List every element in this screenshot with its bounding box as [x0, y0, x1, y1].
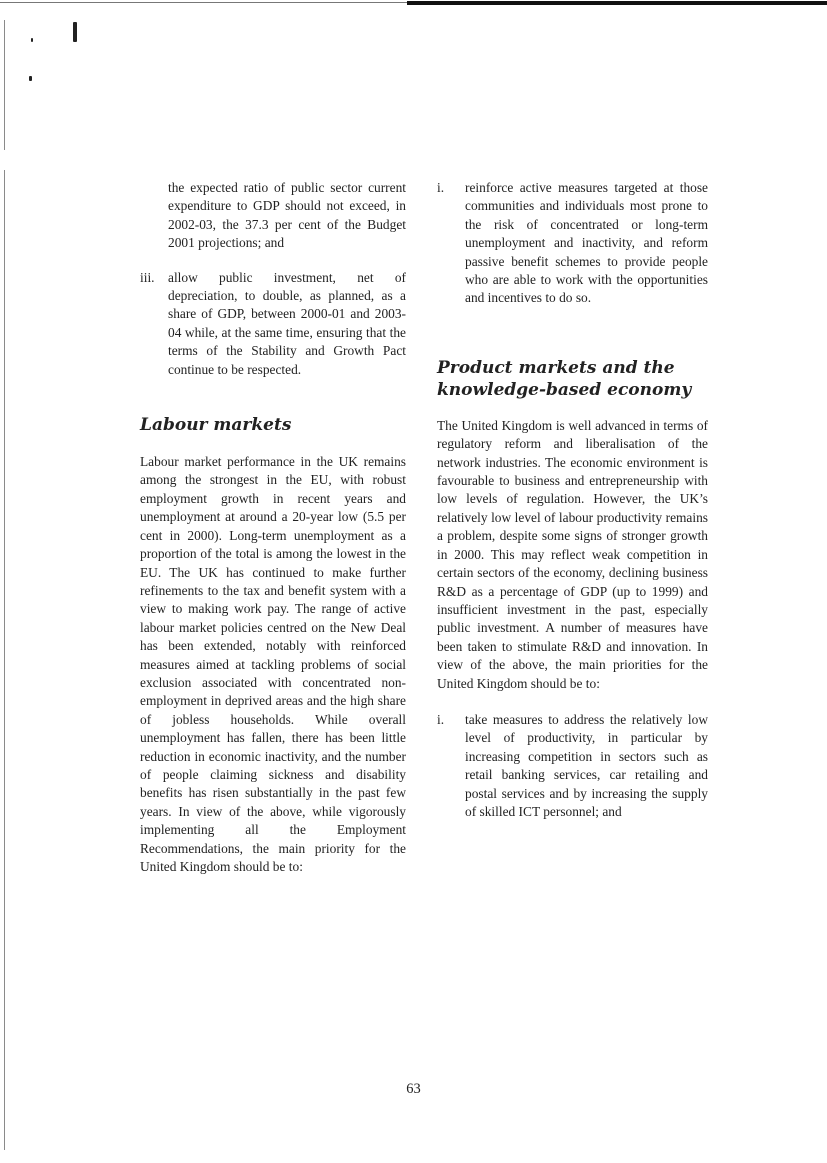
list-item-i [437, 711, 708, 821]
list-item-iii [140, 269, 406, 379]
section-heading-labour: Labour markets [140, 415, 292, 436]
list-text: allow public investment, net of depreciation, to double, as planned, as a share of GDP, between 2000-01 and 2003-04 while, at the same time, ensuring that the terms of the Stability and Growth Pact continue to be respected. [168, 269, 406, 377]
list-number: iii. [140, 269, 155, 285]
list-number: i. [437, 180, 445, 195]
continuation-paragraph: the expected ratio of public sector current expenditure to GDP should not exceed, in 2002-03, the 37.3 per cent of the Budget 2001 projections; and [168, 180, 406, 251]
top-rule [0, 0, 827, 6]
labour-paragraph: Labour market performance in the UK remains among the strongest in the EU, with robust employment growth in recent years and unemployment at around a 20-year low (5.5 per cent in 2000). Long-term unemployment as a proportion of the total is among the lowest in the EU. The UK has continued to make further refinements to the tax and benefit system with a view to making work pay. The range of active labour market policies centred on the New Deal has been extended, notably with reinforced measures aimed at tackling problems of social exclusion associated with concentrated non-employment in deprived areas and the high share of jobless households. While overall unemployment has fallen, there has been little reduction in economic inactivity, and the number of people claiming sickness and disability benefits has risen substantially in the past few years. In view of the above, while vigorously implementing all the Employment Recommendations, the main priority for the United Kingdom should be to: [140, 454, 406, 874]
page-number: 63 [406, 1081, 421, 1097]
left-column [140, 179, 406, 876]
list-text: reinforce active measures targeted at those communities and individuals most prone to the risk of concentrated or long-term unemployment and inactivity, and reform passive benefit schemes to provide people who are able to work with the opportunities and incentives to do so. [465, 180, 708, 306]
section-heading-product-line1: Product markets and the [437, 357, 675, 378]
product-paragraph: The United Kingdom is well advanced in terms of regulatory reform and liberalisation of the network industries. The economic environment is favourable to business and entrepreneurship with low levels of regulation. However, the UK’s relatively low level of labour productivity remains a problem, despite some signs of stronger growth in 2000. This may reflect weak competition in certain sectors of the economy, declining business R&D as a percentage of GDP (up to 1999) and insufficient investment in the past, especially public investment. A number of measures have been taken to stimulate R&D and innovation. In view of the above, the main priorities for the United Kingdom should be to: [437, 417, 708, 691]
scan-speck [29, 76, 32, 81]
list-text: take measures to address the relatively low level of productivity, in particular by increasing competition in sectors such as retail banking services, car retailing and postal services and by increasing the supply of skilled ICT personnel; and [465, 711, 708, 819]
right-column [437, 179, 708, 821]
list-item-i [437, 179, 708, 308]
list-number: i. [437, 711, 445, 727]
scan-edge-mark [4, 20, 5, 150]
scan-speck [73, 22, 77, 42]
scan-speck [31, 38, 33, 42]
scan-edge-mark [4, 170, 5, 1150]
top-rule-thick [407, 1, 827, 5]
section-heading-product-line2: knowledge-based economy [437, 379, 692, 400]
